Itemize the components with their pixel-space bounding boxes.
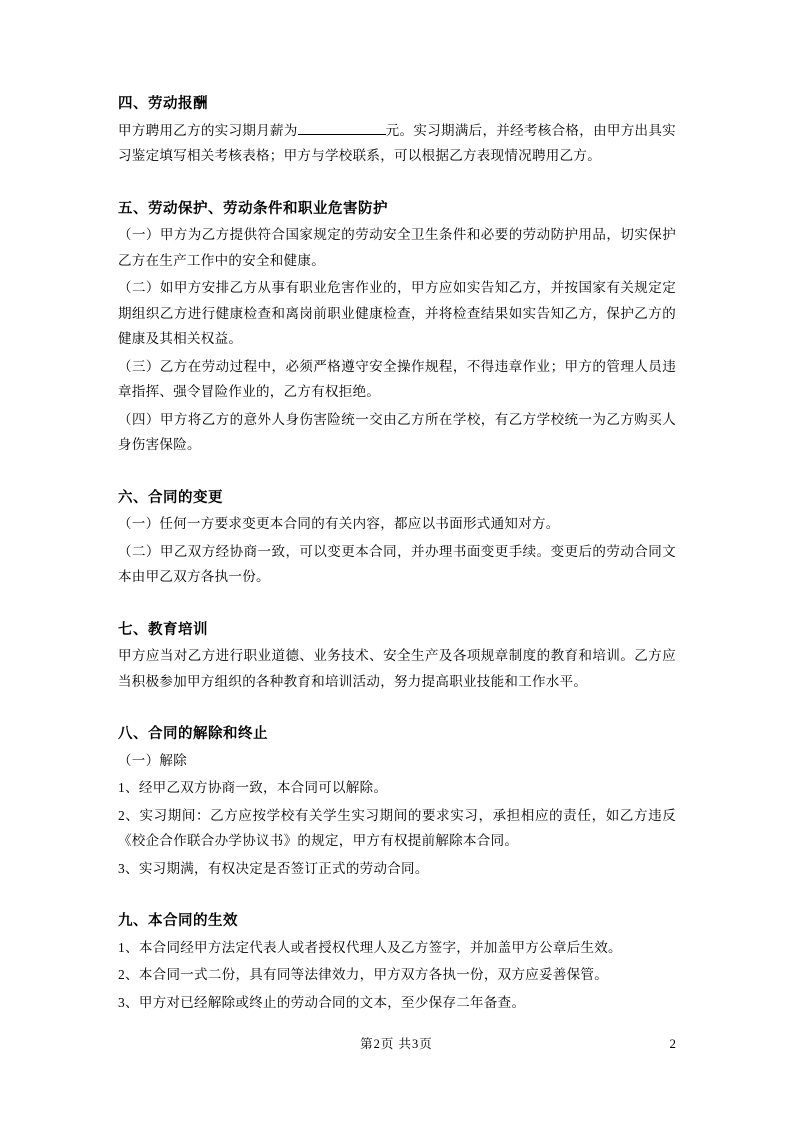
section-paragraph: （一）解除 <box>118 752 187 768</box>
section-paragraph: （一）甲方为乙方提供符合国家规定的劳动安全卫生条件和必要的劳动防护用品，切实保护乙方在生产工作中的安全和健康。 <box>118 227 676 268</box>
section-heading: 九、本合同的生效 <box>118 913 238 929</box>
section-heading: 七、教育培训 <box>118 621 208 638</box>
section-paragraph: （三）乙方在劳动过程中，必须严格遵守安全操作规程，不得违章作业；甲方的管理人员违章指挥、强令冒险作业的，乙方有权拒绝。 <box>118 358 676 399</box>
contract-section <box>118 486 676 590</box>
section-heading: 五、劳动保护、劳动条件和职业危害防护 <box>118 200 388 217</box>
section-paragraph: （二）甲乙双方经协商一致，可以变更本合同，并办理书面变更手续。变更后的劳动合同文本由甲乙双方各执一份。 <box>118 543 676 584</box>
section-paragraph: （一）任何一方要求变更本合同的有关内容，都应以书面形式通知对方。 <box>118 516 560 531</box>
section-paragraph: 3、实习期满，有权决定是否签订正式的劳动合同。 <box>118 860 429 876</box>
contract-section <box>118 909 676 1015</box>
contract-section <box>118 722 676 881</box>
footer-page-number: 2 <box>669 1036 676 1051</box>
paragraph-text: 元。实习期满后，并经考核合格，由甲方出具实习鉴定填写相关考核表格；甲方与学校联系，可以根据乙方表现情况聘用乙方。 <box>118 122 676 163</box>
section-paragraph: 3、甲方对已经解除或终止的劳动合同的文本，至少保存二年备查。 <box>118 994 526 1010</box>
paragraph-text: 甲方聘用乙方的实习期月薪为 <box>118 122 298 138</box>
section-paragraph: 2、实习期间：乙方应按学校有关学生实习期间的要求实习，承担相应的责任，如乙方违反《校企合作联合办学协议书》的规定，甲方有权提前解除本合同。 <box>118 807 676 848</box>
section-heading: 八、合同的解除和终止 <box>118 726 268 742</box>
document-body <box>118 92 676 1017</box>
contract-section <box>118 92 676 169</box>
section-paragraph: 甲方应当对乙方进行职业道德、业务技术、安全生产及各项规章制度的教育和培训。乙方应当积极参加甲方组织的各种教育和培训活动，努力提高职业技能和工作水平。 <box>118 648 676 689</box>
salary-blank-field <box>298 120 386 135</box>
section-paragraph <box>118 118 676 169</box>
section-paragraph: （二）如甲方安排乙方从事有职业危害作业的，甲方应如实告知乙方，并按国家有关规定定期组织乙方进行健康检查和离岗前职业健康检查，并将检查结果如实告知乙方，保护乙方的健康及其相关权益。 <box>118 280 676 346</box>
section-paragraph: （四）甲方将乙方的意外人身伤害险统一交由乙方所在学校，有乙方学校统一为乙方购买人身伤害保险。 <box>118 411 676 452</box>
section-paragraph: 1、经甲乙双方协商一致，本合同可以解除。 <box>118 780 388 795</box>
contract-section <box>118 618 676 695</box>
section-paragraph: 2、本合同一式二份，具有同等法律效力，甲方双方各执一份，双方应妥善保管。 <box>118 967 609 982</box>
section-paragraph: 1、本合同经甲方法定代表人或者授权代理人及乙方签字，并加盖甲方公章后生效。 <box>118 939 622 955</box>
section-heading: 六、合同的变更 <box>118 489 223 506</box>
section-heading: 四、劳动报酬 <box>118 96 208 112</box>
footer-page-info: 第2页 共3页 <box>360 1037 433 1051</box>
contract-section <box>118 197 676 458</box>
